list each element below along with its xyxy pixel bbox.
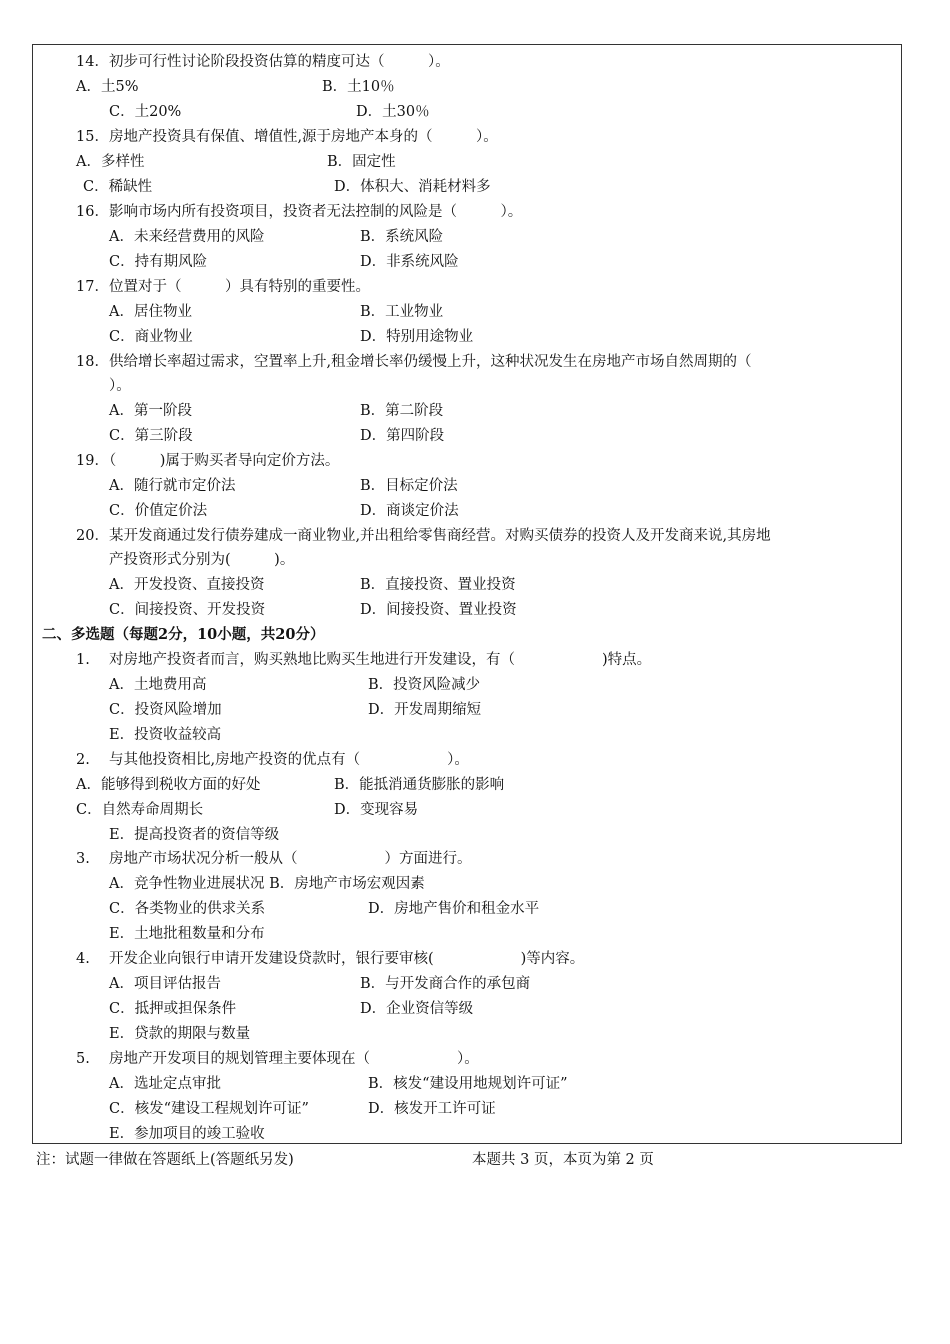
m3-option-d: D．房地产售价和租金水平 (368, 901, 540, 917)
q20-option-c: C．间接投资、开发投资 (109, 602, 266, 618)
m4-option-e: E．贷款的期限与数量 (109, 1026, 251, 1042)
q15-option-b: B．固定性 (327, 154, 396, 170)
q15-option-a: A．多样性 (76, 154, 145, 170)
q18-option-b: B．第二阶段 (360, 403, 444, 419)
q14-stem: 14．初步可行性讨论阶段投资估算的精度可达（ ）。 (76, 54, 450, 70)
q20-stem: 20．某开发商通过发行债券建成一商业物业,并出租给零售商经营。对购买债券的投资人及开发商来说,其房地 (76, 528, 771, 544)
q14-option-d: D．土30％ (356, 104, 430, 120)
q15-option-c: C．稀缺性 (83, 179, 153, 195)
m4-option-a: A．项目评估报告 (109, 976, 221, 992)
q17-option-c: C．商业物业 (109, 329, 193, 345)
q20-stem-continued: 产投资形式分别为( )。 (109, 552, 295, 568)
m2-option-b: B．能抵消通货膨胀的影响 (334, 777, 505, 793)
q15-stem: 15．房地产投资具有保值、增值性,源于房地产本身的（ ）。 (76, 129, 498, 145)
q18-option-d: D．第四阶段 (360, 428, 445, 444)
m1-option-b: B．投资风险减少 (368, 677, 481, 693)
q14-option-b: B．土10％ (322, 79, 395, 95)
m3-number: 3. (76, 851, 90, 867)
m3-option-c: C．各类物业的供求关系 (109, 901, 266, 917)
q18-stem-continued: ）。 (109, 378, 131, 394)
m4-number: 4. (76, 951, 90, 967)
q19-option-a: A．随行就市定价法 (109, 478, 236, 494)
m5-option-c: C．核发“建设工程规划许可证” (109, 1101, 309, 1117)
section-heading-multi-choice: 二、多选题（每题2分，10小题，共20分） (42, 626, 325, 643)
m5-number: 5. (76, 1051, 90, 1067)
m2-stem: 与其他投资相比,房地产投资的优点有（ ）。 (109, 752, 469, 768)
m5-option-d: D．核发开工许可证 (368, 1101, 496, 1117)
m5-option-b: B．核发“建设用地规划许可证” (368, 1076, 568, 1092)
m2-option-d: D．变现容易 (334, 802, 419, 818)
q16-option-a: A．未来经营费用的风险 (109, 229, 265, 245)
q20-option-b: B．直接投资、置业投资 (360, 577, 516, 593)
q16-option-c: C．持有期风险 (109, 254, 208, 270)
q17-stem: 17．位置对于（ ）具有特别的重要性。 (76, 279, 370, 295)
q20-option-a: A．开发投资、直接投资 (109, 577, 265, 593)
m1-option-d: D．开发周期缩短 (368, 702, 482, 718)
m5-option-a: A．选址定点审批 (109, 1076, 221, 1092)
m5-option-e: E．参加项目的竣工验收 (109, 1126, 265, 1142)
m1-number: 1. (76, 652, 90, 668)
m1-option-a: A．土地费用高 (109, 677, 207, 693)
q19-option-d: D．商谈定价法 (360, 503, 459, 519)
q16-stem: 16．影响市场内所有投资项目，投资者无法控制的风险是（ ）。 (76, 204, 523, 220)
m1-option-e: E．投资收益较高 (109, 727, 222, 743)
m2-option-c: C．自然寿命周期长 (76, 802, 204, 818)
q14-option-c: C．土20% (109, 104, 182, 120)
m3-stem: 房地产市场状况分析一般从（ ）方面进行。 (109, 851, 472, 867)
m2-option-e: E．提高投资者的资信等级 (109, 827, 280, 843)
q16-option-d: D．非系统风险 (360, 254, 459, 270)
m1-option-c: C．投资风险增加 (109, 702, 222, 718)
q18-option-a: A．第一阶段 (109, 403, 192, 419)
m4-stem: 开发企业向银行申请开发建设贷款时，银行要审核( )等内容。 (109, 951, 585, 967)
m3-option-ab: A．竞争性物业进展状况 B．房地产市场宏观因素 (109, 876, 425, 892)
q17-option-d: D．特别用途物业 (360, 329, 474, 345)
m1-stem: 对房地产投资者而言，购买熟地比购买生地进行开发建设，有（ )特点。 (109, 652, 652, 668)
q19-option-c: C．价值定价法 (109, 503, 208, 519)
q14-option-a: A．土5% (76, 79, 139, 95)
q20-option-d: D．间接投资、置业投资 (360, 602, 517, 618)
q15-option-d: D．体积大、消耗材料多 (334, 179, 491, 195)
q19-stem: 19．（ )属于购买者导向定价方法。 (76, 453, 340, 469)
m2-option-a: A．能够得到税收方面的好处 (76, 777, 261, 793)
q17-option-a: A．居住物业 (109, 304, 192, 320)
m4-option-b: B．与开发商合作的承包商 (360, 976, 531, 992)
q18-option-c: C．第三阶段 (109, 428, 193, 444)
q19-option-b: B．目标定价法 (360, 478, 458, 494)
m4-option-c: C．抵押或担保条件 (109, 1001, 237, 1017)
m5-stem: 房地产开发项目的规划管理主要体现在（ ）。 (109, 1051, 479, 1067)
q17-option-b: B．工业物业 (360, 304, 444, 320)
footer-note: 注：试题一律做在答题纸上(答题纸另发) (36, 1152, 294, 1168)
m4-option-d: D．企业资信等级 (360, 1001, 474, 1017)
q16-option-b: B．系统风险 (360, 229, 444, 245)
q18-stem: 18．供给增长率超过需求，空置率上升,租金增长率仍缓慢上升，这种状况发生在房地产市场自然周期的（ (76, 354, 752, 370)
footer-page-info: 本题共 3 页，本页为第 2 页 (472, 1152, 654, 1168)
m2-number: 2. (76, 752, 90, 768)
m3-option-e: E．土地批租数量和分布 (109, 926, 265, 942)
